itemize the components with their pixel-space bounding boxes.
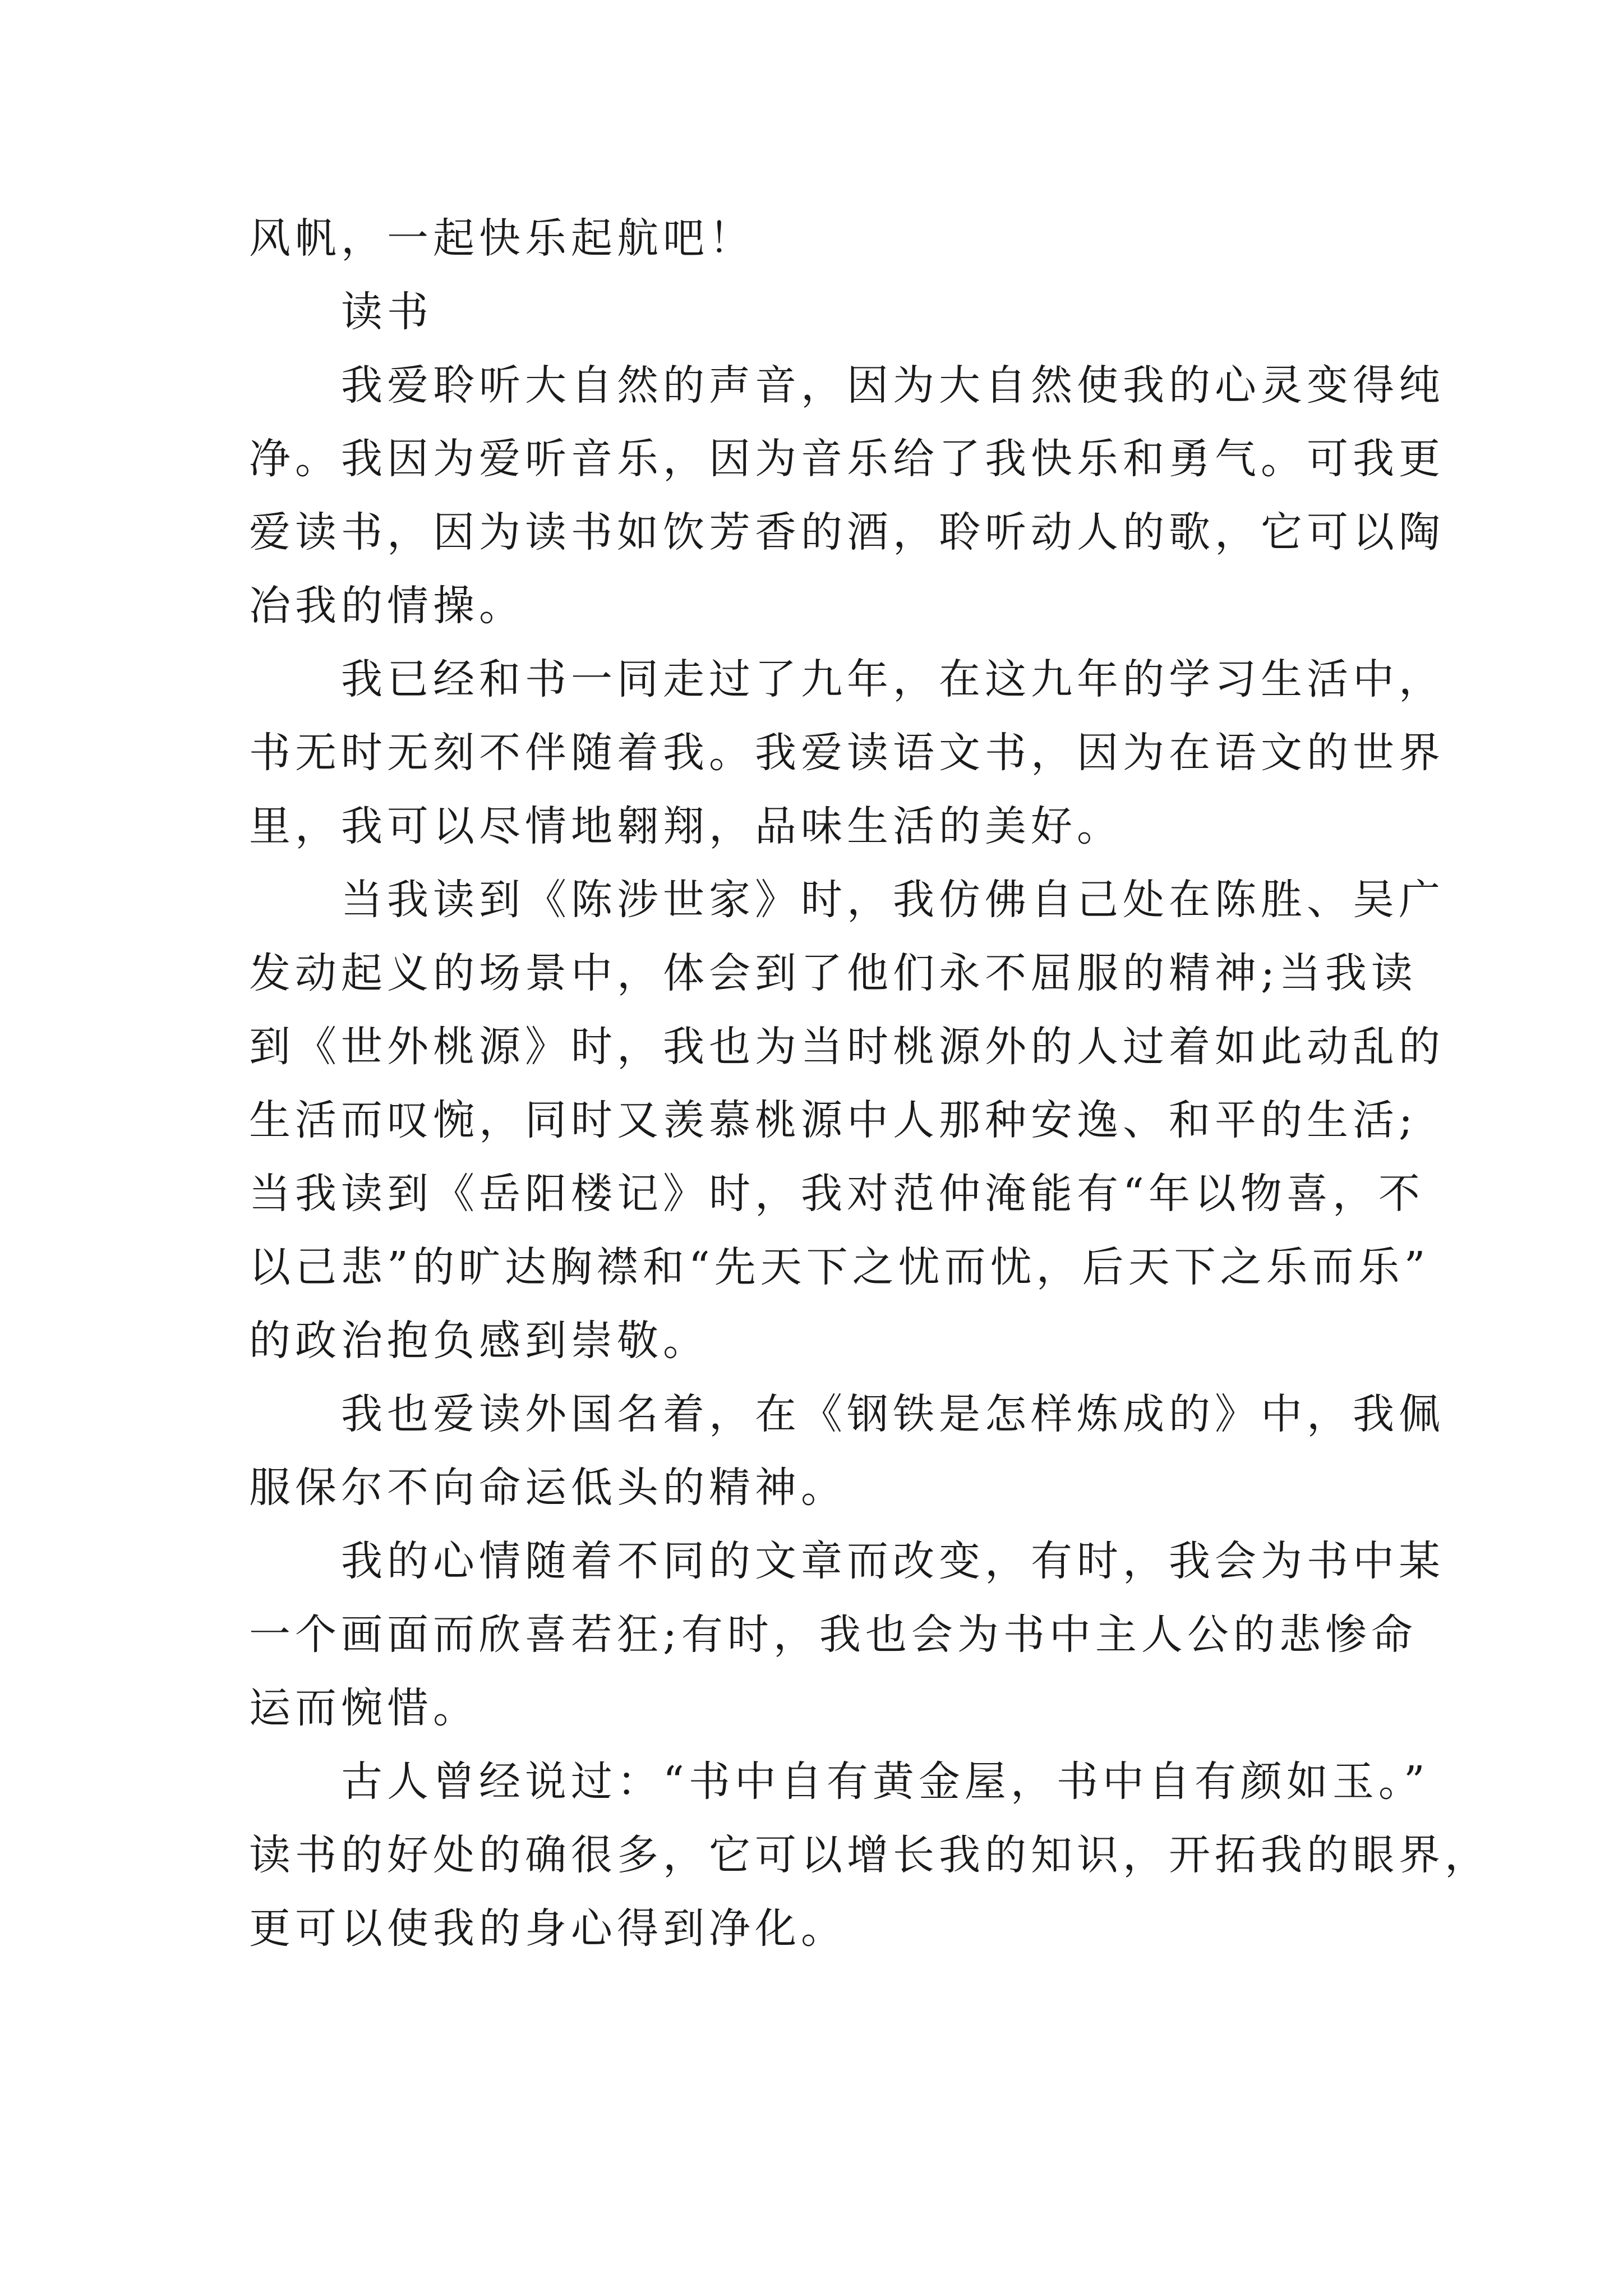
paragraph-line: 当我读到《陈涉世家》时，我仿佛自己处在陈胜、吴广 — [341, 876, 1445, 924]
paragraph-line: 更可以使我的身心得到净化。 — [249, 1904, 847, 1953]
paragraph-6 — [249, 1745, 1491, 1966]
paragraph-line: 里，我可以尽情地翱翔，品味生活的美好。 — [249, 802, 1123, 850]
paragraph-line: 冶我的情操。 — [249, 582, 525, 630]
paragraph-line: 读书的好处的确很多，它可以增长我的知识，开拓我的眼界， — [249, 1831, 1491, 1879]
paragraph-4 — [249, 1378, 1445, 1525]
paragraph-line: 我的心情随着不同的文章而改变，有时，我会为书中某 — [341, 1537, 1445, 1585]
paragraph-line: 服保尔不向命运低头的精神。 — [249, 1464, 847, 1512]
paragraph-line: 发动起义的场景中，体会到了他们永不屈服的精神;当我读 — [249, 949, 1417, 997]
paragraph-line: 书无时无刻不伴随着我。我爱读语文书，因为在语文的世界 — [249, 729, 1445, 777]
paragraph-line: 生活而叹惋，同时又羡慕桃源中人那种安逸、和平的生活; — [249, 1096, 1417, 1144]
paragraph-2 — [249, 643, 1445, 863]
paragraph-line: 到《世外桃源》时，我也为当时桃源外的人过着如此动乱的 — [249, 1023, 1445, 1071]
paragraph-1 — [249, 349, 1445, 643]
paragraph-line: 一个画面而欣喜若狂;有时，我也会为书中主人公的悲惨命 — [249, 1611, 1417, 1659]
continuation-paragraph — [249, 202, 1376, 275]
paragraph-line: 以己悲”的旷达胸襟和“先天下之忧而忧，后天下之乐而乐” — [249, 1243, 1430, 1291]
paragraph-5 — [249, 1525, 1445, 1745]
paragraph-line: 我爱聆听大自然的声音，因为大自然使我的心灵变得纯 — [341, 361, 1445, 409]
paragraph-line: 我也爱读外国名着，在《钢铁是怎样炼成的》中，我佩 — [341, 1390, 1445, 1438]
section-title-text: 读书 — [341, 288, 433, 336]
section-title — [249, 275, 1376, 349]
continuation-line: 风帆，一起快乐起航吧！ — [249, 214, 755, 263]
document-body — [249, 202, 1491, 1966]
paragraph-3 — [249, 863, 1445, 1378]
paragraph-line: 的政治抱负感到崇敬。 — [249, 1317, 709, 1365]
paragraph-line: 我已经和书一同走过了九年，在这九年的学习生活中， — [341, 655, 1445, 703]
paragraph-line: 运而惋惜。 — [249, 1684, 479, 1732]
paragraph-line: 净。我因为爱听音乐，因为音乐给了我快乐和勇气。可我更 — [249, 435, 1445, 483]
paragraph-line: 爱读书，因为读书如饮芳香的酒，聆听动人的歌，它可以陶 — [249, 508, 1445, 556]
paragraph-line: 古人曾经说过：“书中自有黄金屋，书中自有颜如玉。” — [341, 1757, 1430, 1806]
paragraph-line: 当我读到《岳阳楼记》时，我对范仲淹能有“年以物喜，不 — [249, 1170, 1424, 1218]
